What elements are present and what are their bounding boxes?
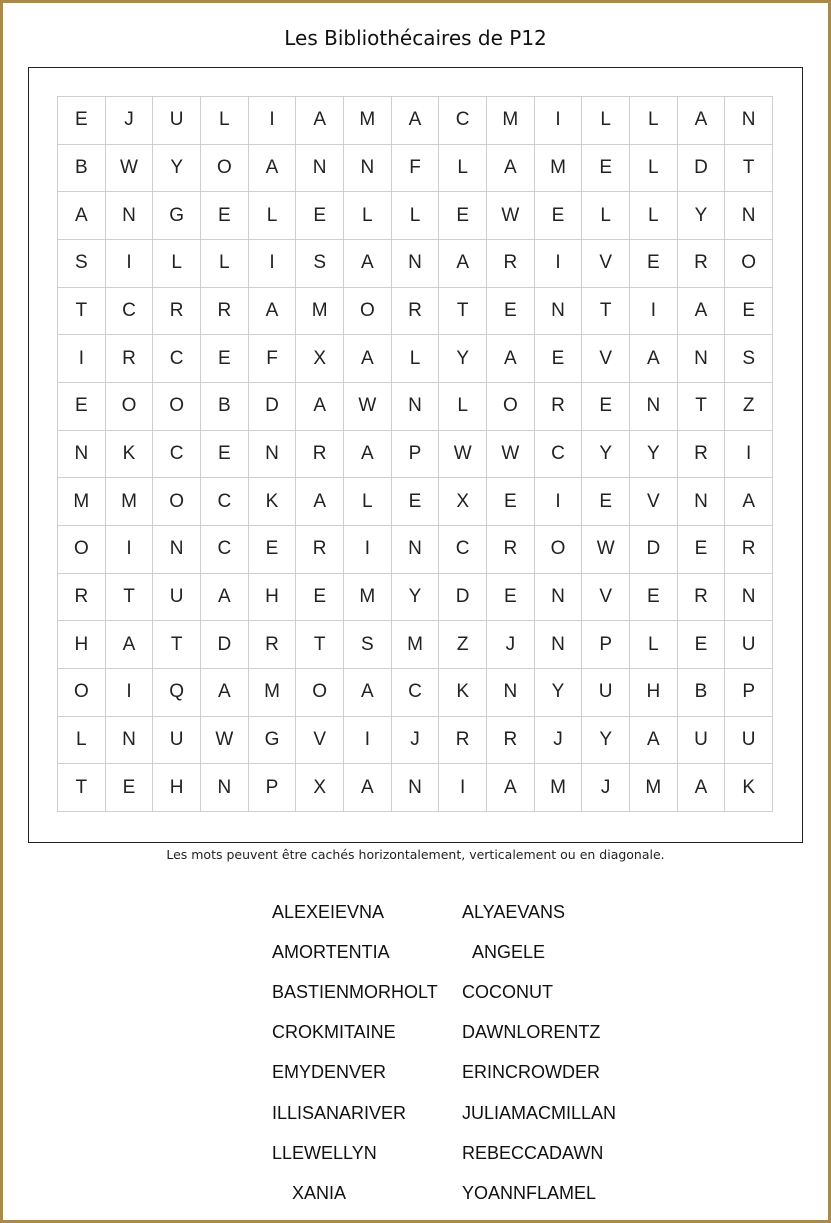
- grid-cell: O: [296, 669, 344, 717]
- grid-cell: Y: [630, 431, 678, 479]
- grid-cell: N: [344, 145, 392, 193]
- grid-cell: W: [582, 526, 630, 574]
- grid-cell: M: [487, 97, 535, 145]
- grid-cell: E: [439, 192, 487, 240]
- grid-cell: E: [535, 192, 583, 240]
- grid-cell: L: [344, 192, 392, 240]
- grid-cell: I: [106, 526, 154, 574]
- grid-cell: A: [296, 383, 344, 431]
- grid-cell: N: [392, 240, 440, 288]
- grid-cell: A: [249, 288, 297, 336]
- grid-cell: M: [344, 574, 392, 622]
- grid-cell: J: [582, 764, 630, 812]
- grid-cell: T: [58, 288, 106, 336]
- grid-cell: N: [249, 431, 297, 479]
- grid-cell: R: [487, 526, 535, 574]
- grid-cell: S: [725, 335, 773, 383]
- word-list-item: XANIA: [292, 1182, 347, 1203]
- word-list-item: ERINCROWDER: [462, 1062, 600, 1083]
- grid-cell: R: [487, 717, 535, 765]
- grid-cell: O: [487, 383, 535, 431]
- grid-cell: N: [678, 335, 726, 383]
- grid-cell: I: [535, 478, 583, 526]
- grid-cell: R: [201, 288, 249, 336]
- grid-cell: E: [535, 335, 583, 383]
- grid-cell: L: [630, 145, 678, 193]
- word-list-item: AMORTENTIA: [272, 942, 390, 963]
- grid-cell: G: [153, 192, 201, 240]
- grid-cell: R: [535, 383, 583, 431]
- grid-cell: E: [582, 383, 630, 431]
- grid-cell: L: [630, 97, 678, 145]
- grid-cell: D: [630, 526, 678, 574]
- word-list-item: LLEWELLYN: [272, 1142, 377, 1163]
- grid-cell: M: [630, 764, 678, 812]
- grid-cell: G: [249, 717, 297, 765]
- grid-cell: A: [344, 240, 392, 288]
- grid-cell: M: [535, 764, 583, 812]
- grid-cell: E: [630, 574, 678, 622]
- grid-cell: O: [344, 288, 392, 336]
- grid-cell: N: [296, 145, 344, 193]
- grid-cell: B: [58, 145, 106, 193]
- grid-cell: L: [153, 240, 201, 288]
- grid-cell: L: [630, 192, 678, 240]
- grid-cell: H: [153, 764, 201, 812]
- grid-cell: A: [106, 621, 154, 669]
- grid-cell: E: [201, 335, 249, 383]
- grid-cell: Y: [582, 431, 630, 479]
- word-list-item: COCONUT: [462, 982, 553, 1003]
- grid-cell: Y: [678, 192, 726, 240]
- grid-cell: I: [535, 97, 583, 145]
- word-list-item: ANGELE: [472, 942, 546, 963]
- grid-cell: T: [725, 145, 773, 193]
- grid-cell: K: [725, 764, 773, 812]
- grid-cell: U: [153, 717, 201, 765]
- word-list-item: JULIAMACMILLAN: [462, 1102, 617, 1123]
- grid-cell: A: [201, 669, 249, 717]
- grid-cell: A: [58, 192, 106, 240]
- grid-cell: K: [106, 431, 154, 479]
- grid-cell: M: [535, 145, 583, 193]
- grid-cell: R: [296, 526, 344, 574]
- grid-cell: R: [678, 574, 726, 622]
- grid-cell: T: [106, 574, 154, 622]
- grid-cell: N: [725, 97, 773, 145]
- grid-cell: I: [249, 240, 297, 288]
- grid-cell: W: [106, 145, 154, 193]
- grid-cell: I: [439, 764, 487, 812]
- grid-cell: O: [58, 669, 106, 717]
- grid-cell: I: [535, 240, 583, 288]
- grid-cell: I: [106, 669, 154, 717]
- word-list-item: ALEXEIEVNA: [272, 902, 385, 922]
- grid-cell: C: [392, 669, 440, 717]
- grid-cell: C: [153, 431, 201, 479]
- page-title: Les Bibliothécaires de P12: [284, 26, 547, 50]
- grid-cell: P: [392, 431, 440, 479]
- grid-cell: J: [535, 717, 583, 765]
- grid-cell: S: [344, 621, 392, 669]
- grid-cell: A: [487, 335, 535, 383]
- grid-cell: K: [249, 478, 297, 526]
- grid-cell: L: [201, 240, 249, 288]
- grid-cell: Y: [535, 669, 583, 717]
- grid-cell: V: [582, 574, 630, 622]
- grid-cell: V: [582, 240, 630, 288]
- grid-cell: R: [678, 431, 726, 479]
- grid-cell: N: [58, 431, 106, 479]
- grid-cell: N: [106, 717, 154, 765]
- grid-cell: U: [153, 97, 201, 145]
- grid-cell: A: [725, 478, 773, 526]
- grid-cell: L: [582, 97, 630, 145]
- grid-cell: H: [630, 669, 678, 717]
- grid-cell: A: [630, 717, 678, 765]
- grid-cell: S: [58, 240, 106, 288]
- grid-cell: Q: [153, 669, 201, 717]
- grid-cell: U: [582, 669, 630, 717]
- grid-cell: E: [630, 240, 678, 288]
- grid-cell: O: [58, 526, 106, 574]
- grid-cell: J: [106, 97, 154, 145]
- grid-cell: A: [487, 145, 535, 193]
- grid-cell: H: [58, 621, 106, 669]
- word-search-grid: [57, 96, 773, 812]
- grid-cell: U: [725, 621, 773, 669]
- grid-cell: A: [487, 764, 535, 812]
- grid-cell: E: [582, 145, 630, 193]
- grid-cell: A: [249, 145, 297, 193]
- grid-cell: R: [58, 574, 106, 622]
- grid-cell: E: [201, 431, 249, 479]
- grid-cell: O: [201, 145, 249, 193]
- grid-cell: V: [630, 478, 678, 526]
- grid-cell: W: [344, 383, 392, 431]
- grid-cell: A: [439, 240, 487, 288]
- grid-cell: E: [392, 478, 440, 526]
- grid-cell: E: [678, 526, 726, 574]
- grid-cell: L: [439, 145, 487, 193]
- grid-cell: N: [201, 764, 249, 812]
- grid-cell: N: [392, 764, 440, 812]
- grid-cell: N: [535, 621, 583, 669]
- grid-cell: W: [439, 431, 487, 479]
- grid-cell: E: [296, 192, 344, 240]
- grid-cell: W: [201, 717, 249, 765]
- grid-cell: K: [439, 669, 487, 717]
- grid-cell: M: [296, 288, 344, 336]
- grid-cell: T: [153, 621, 201, 669]
- word-list-item: DAWNLORENTZ: [462, 1022, 601, 1043]
- grid-cell: L: [392, 192, 440, 240]
- grid-cell: L: [58, 717, 106, 765]
- grid-cell: E: [201, 192, 249, 240]
- grid-cell: A: [678, 288, 726, 336]
- grid-cell: V: [582, 335, 630, 383]
- grid-cell: D: [678, 145, 726, 193]
- grid-cell: J: [487, 621, 535, 669]
- grid-cell: X: [296, 335, 344, 383]
- grid-cell: N: [106, 192, 154, 240]
- grid-cell: T: [439, 288, 487, 336]
- word-list-item: YOANNFLAMEL: [462, 1182, 597, 1203]
- grid-cell: L: [344, 478, 392, 526]
- grid-cell: E: [582, 478, 630, 526]
- grid-cell: O: [153, 478, 201, 526]
- grid-cell: E: [296, 574, 344, 622]
- grid-cell: C: [201, 478, 249, 526]
- grid-cell: H: [249, 574, 297, 622]
- grid-cell: A: [344, 669, 392, 717]
- grid-cell: R: [106, 335, 154, 383]
- grid-cell: W: [487, 431, 535, 479]
- grid-cell: E: [487, 478, 535, 526]
- grid-cell: E: [725, 288, 773, 336]
- grid-cell: C: [535, 431, 583, 479]
- grid-cell: A: [678, 97, 726, 145]
- grid-cell: F: [249, 335, 297, 383]
- grid-cell: T: [296, 621, 344, 669]
- grid-cell: L: [582, 192, 630, 240]
- grid-cell: R: [296, 431, 344, 479]
- grid-cell: I: [344, 717, 392, 765]
- grid-cell: O: [535, 526, 583, 574]
- grid-cell: A: [678, 764, 726, 812]
- grid-cell: J: [392, 717, 440, 765]
- grid-cell: O: [725, 240, 773, 288]
- grid-cell: N: [153, 526, 201, 574]
- grid-cell: L: [392, 335, 440, 383]
- grid-cell: D: [201, 621, 249, 669]
- grid-cell: U: [725, 717, 773, 765]
- grid-cell: R: [725, 526, 773, 574]
- grid-cell: N: [392, 526, 440, 574]
- grid-cell: M: [58, 478, 106, 526]
- word-list-item: EMYDENVER: [272, 1062, 387, 1083]
- grid-cell: W: [487, 192, 535, 240]
- grid-cell: A: [296, 478, 344, 526]
- grid-cell: R: [678, 240, 726, 288]
- grid-cell: Z: [439, 621, 487, 669]
- grid-cell: Y: [439, 335, 487, 383]
- grid-cell: R: [439, 717, 487, 765]
- grid-cell: M: [392, 621, 440, 669]
- grid-cell: N: [487, 669, 535, 717]
- grid-cell: L: [249, 192, 297, 240]
- grid-cell: D: [249, 383, 297, 431]
- grid-cell: A: [201, 574, 249, 622]
- grid-cell: N: [392, 383, 440, 431]
- grid-cell: I: [249, 97, 297, 145]
- grid-cell: Y: [582, 717, 630, 765]
- grid-cell: Y: [392, 574, 440, 622]
- word-list-item: REBECCADAWN: [462, 1142, 604, 1163]
- grid-cell: A: [630, 335, 678, 383]
- grid-cell: I: [630, 288, 678, 336]
- grid-cell: T: [582, 288, 630, 336]
- grid-cell: R: [153, 288, 201, 336]
- grid-cell: N: [678, 478, 726, 526]
- grid-cell: A: [344, 335, 392, 383]
- grid-cell: S: [296, 240, 344, 288]
- grid-cell: C: [153, 335, 201, 383]
- grid-cell: M: [106, 478, 154, 526]
- grid-cell: P: [582, 621, 630, 669]
- grid-cell: N: [725, 574, 773, 622]
- grid-cell: B: [201, 383, 249, 431]
- grid-cell: C: [439, 526, 487, 574]
- grid-cell: U: [153, 574, 201, 622]
- grid-cell: O: [153, 383, 201, 431]
- instructions: Les mots peuvent être cachés horizontalement, verticalement ou en diagonale.: [166, 847, 665, 862]
- grid-cell: L: [201, 97, 249, 145]
- grid-cell: Y: [153, 145, 201, 193]
- grid-cell: R: [249, 621, 297, 669]
- grid-cell: C: [201, 526, 249, 574]
- grid-cell: B: [678, 669, 726, 717]
- grid-cell: A: [344, 764, 392, 812]
- grid-cell: E: [487, 288, 535, 336]
- word-list-item: BASTIENMORHOLT: [272, 982, 438, 1003]
- grid-cell: V: [296, 717, 344, 765]
- grid-cell: X: [296, 764, 344, 812]
- grid-cell: I: [725, 431, 773, 479]
- grid-cell: Z: [725, 383, 773, 431]
- grid-cell: E: [106, 764, 154, 812]
- word-list-item: CROKMITAINE: [272, 1022, 396, 1043]
- grid-cell: N: [630, 383, 678, 431]
- word-list-item: ILLISANARIVER: [272, 1102, 407, 1123]
- grid-cell: E: [487, 574, 535, 622]
- grid-cell: N: [535, 574, 583, 622]
- grid-cell: E: [678, 621, 726, 669]
- grid-cell: N: [725, 192, 773, 240]
- grid-cell: U: [678, 717, 726, 765]
- grid-cell: A: [392, 97, 440, 145]
- grid-cell: E: [58, 97, 106, 145]
- grid-cell: L: [439, 383, 487, 431]
- word-list-item: ALYAEVANS: [462, 902, 566, 922]
- grid-cell: T: [58, 764, 106, 812]
- grid-cell: C: [439, 97, 487, 145]
- grid-cell: T: [678, 383, 726, 431]
- grid-cell: M: [344, 97, 392, 145]
- grid-cell: P: [249, 764, 297, 812]
- grid-cell: P: [725, 669, 773, 717]
- grid-cell: N: [535, 288, 583, 336]
- grid-cell: E: [249, 526, 297, 574]
- grid-cell: L: [630, 621, 678, 669]
- grid-cell: I: [106, 240, 154, 288]
- grid-cell: A: [296, 97, 344, 145]
- grid-cell: O: [106, 383, 154, 431]
- grid-cell: X: [439, 478, 487, 526]
- word-list: [272, 902, 672, 1212]
- grid-cell: I: [58, 335, 106, 383]
- grid-cell: M: [249, 669, 297, 717]
- grid-cell: R: [392, 288, 440, 336]
- grid-cell: R: [487, 240, 535, 288]
- grid-cell: I: [344, 526, 392, 574]
- grid-cell: D: [439, 574, 487, 622]
- grid-cell: F: [392, 145, 440, 193]
- grid-cell: C: [106, 288, 154, 336]
- grid-cell: E: [58, 383, 106, 431]
- grid-cell: A: [344, 431, 392, 479]
